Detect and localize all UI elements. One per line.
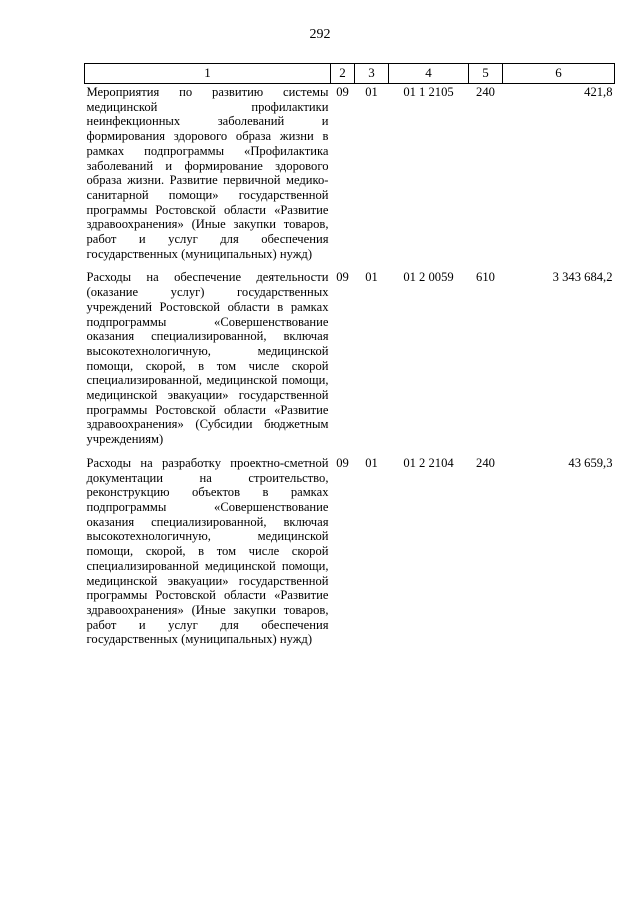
header-col-6: 6: [503, 64, 615, 84]
row-section: 09: [336, 270, 349, 285]
header-col-4: 4: [389, 64, 469, 84]
row-description: Расходы на разработку проектно-сметной документации на строительство, реконструкцию объектов в рамках подпрограммы «Совершенствование оказания специализированной, включая высокотехнологичную, медицинской помощи, скорой, в том числе скорой специализированной медицинской помощи, медицинской эвакуации» государственной программы Ростовской области «Развитие здравоохранения» (Иные закупки товаров, работ и услуг для обеспечения государственных (муниципальных) нужд): [86, 455, 329, 647]
row-kind: 240: [476, 455, 495, 470]
row-target: 01 1 2105: [403, 85, 454, 99]
row-amount: 3 343 684,2: [552, 270, 613, 285]
table-row: [85, 269, 615, 454]
row-subsection: 01: [365, 270, 378, 285]
row-amount: 43 659,3: [568, 455, 613, 470]
header-row: [85, 64, 615, 84]
table-row: [85, 84, 615, 270]
header-col-5: 5: [469, 64, 503, 84]
header-col-2: 2: [331, 64, 355, 84]
header-col-1: 1: [85, 64, 331, 84]
row-kind: 610: [476, 270, 495, 285]
header-col-3: 3: [355, 64, 389, 84]
row-section: 09: [336, 85, 349, 99]
row-subsection: 01: [365, 85, 378, 99]
page-number: 292: [309, 27, 331, 42]
row-target: 01 2 2104: [403, 455, 454, 470]
row-target: 01 2 0059: [403, 270, 454, 285]
row-amount: 421,8: [584, 85, 613, 99]
row-description: Расходы на обеспечение деятельности (оказание услуг) государственных учреждений Ростовской области в рамках подпрограммы «Совершенствование оказания специализированной, включая высокотехнологичную, медицинской помощи, скорой, в том числе скорой специализированной, медицинской помощи, медицинской эвакуации» государственной программы Ростовской области «Развитие здравоохранения» (Субсидии бюджетным учреждениям): [86, 270, 329, 447]
table-row: [85, 455, 615, 655]
budget-table: [84, 63, 615, 655]
row-kind: 240: [476, 85, 495, 99]
row-description: Мероприятия по развитию системы медицинской профилактики неинфекционных заболеваний и формирования здорового образа жизни в рамках подпрограммы «Профилактика заболеваний и формирование здорового образа жизни. Развитие первичной медико-санитарной помощи» государственной программы Ростовской области «Развитие здравоохранения» (Иные закупки товаров, работ и услуг для обеспечения государственных (муниципальных) нужд): [86, 85, 329, 261]
row-section: 09: [336, 455, 349, 470]
row-subsection: 01: [365, 455, 378, 470]
